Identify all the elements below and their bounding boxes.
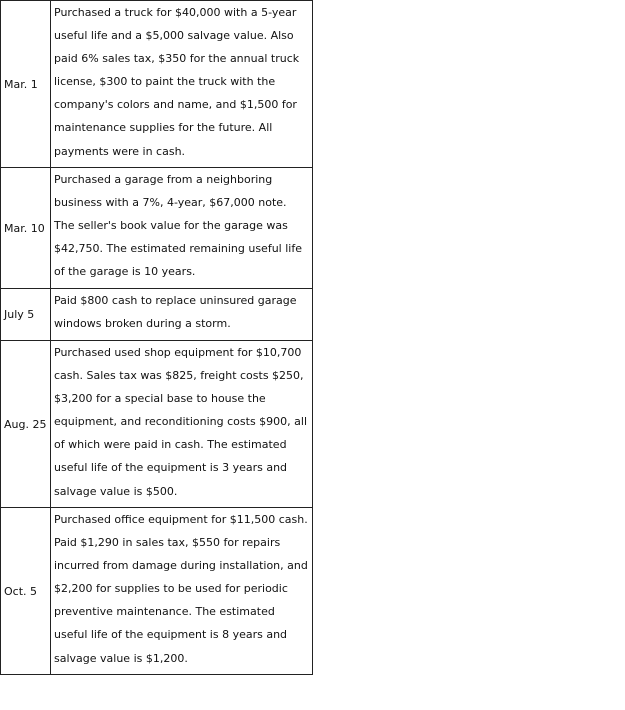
date-cell: Mar. 1 — [1, 1, 51, 168]
table-row — [1, 168, 313, 289]
date-cell: July 5 — [1, 289, 51, 341]
table-row — [1, 289, 313, 341]
date-cell: Aug. 25 — [1, 341, 51, 508]
date-cell: Mar. 10 — [1, 168, 51, 289]
transactions-table — [0, 0, 313, 675]
table-row — [1, 508, 313, 675]
table-row — [1, 1, 313, 168]
table-row — [1, 341, 313, 508]
description-cell: Paid $800 cash to replace uninsured garage windows broken during a storm. — [51, 289, 313, 341]
description-cell: Purchased a garage from a neighboring business with a 7%, 4-year, $67,000 note. The seller's book value for the garage was $42,750. The estimated remaining useful life of the garage is 10 years. — [51, 168, 313, 289]
description-cell: Purchased office equipment for $11,500 cash. Paid $1,290 in sales tax, $550 for repairs incurred from damage during installation, and $2,200 for supplies to be used for periodic preventive maintenance. The estimated useful life of the equipment is 8 years and salvage value is $1,200. — [51, 508, 313, 675]
description-cell: Purchased a truck for $40,000 with a 5-year useful life and a $5,000 salvage value. Also paid 6% sales tax, $350 for the annual truck license, $300 to paint the truck with the company's colors and name, and $1,500 for maintenance supplies for the future. All payments were in cash. — [51, 1, 313, 168]
date-cell: Oct. 5 — [1, 508, 51, 675]
description-cell: Purchased used shop equipment for $10,700 cash. Sales tax was $825, freight costs $250, $3,200 for a special base to house the equipment, and reconditioning costs $900, all of which were paid in cash. The estimated useful life of the equipment is 3 years and salvage value is $500. — [51, 341, 313, 508]
